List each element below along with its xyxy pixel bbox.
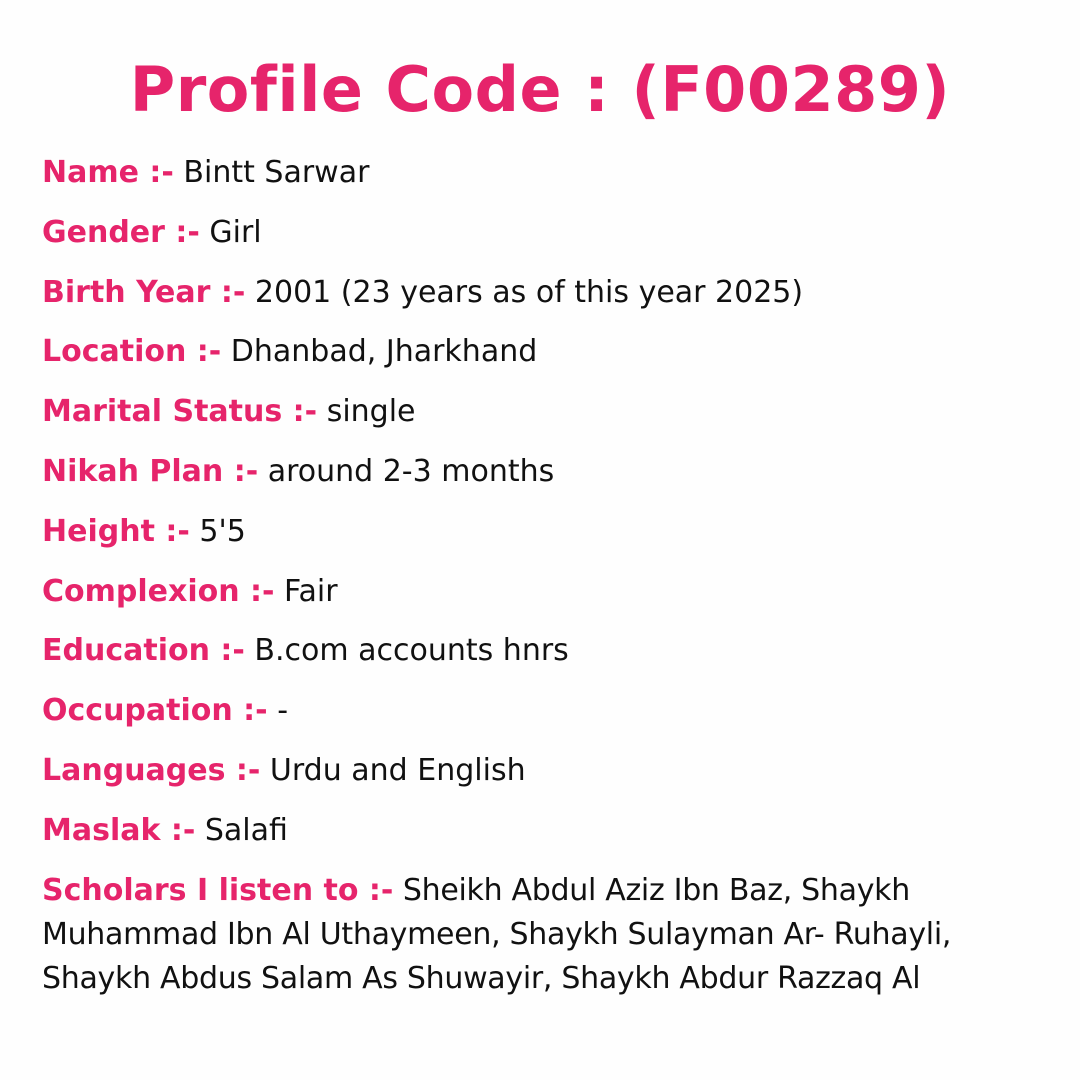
page-title: Profile Code : (F00289) (129, 53, 951, 126)
field-gender (42, 211, 1042, 255)
field-education (42, 629, 1042, 673)
field-label: Location :- (42, 334, 222, 370)
field-height (42, 510, 1042, 554)
field-value: - (277, 693, 289, 729)
field-label: Occupation :- (42, 693, 268, 729)
field-label: Height :- (42, 513, 190, 549)
field-value: around 2-3 months (267, 453, 555, 489)
field-birth-year (42, 271, 1042, 315)
field-value: Fair (284, 573, 338, 609)
field-label: Nikah Plan :- (42, 453, 259, 489)
field-complexion (42, 570, 1042, 614)
field-value: Bintt Sarwar (183, 155, 370, 190)
field-occupation (42, 689, 1042, 733)
field-value: Salafi (204, 812, 288, 848)
field-label: Marital Status :- (42, 394, 318, 430)
field-name (42, 151, 1042, 195)
field-value: Dhanbad, Jharkhand (230, 334, 538, 370)
profile-fields (42, 151, 1042, 1016)
field-label: Gender :- (42, 214, 200, 250)
field-value: 5'5 (199, 513, 246, 549)
field-marital-status (42, 390, 1042, 434)
field-label: Birth Year :- (42, 274, 246, 310)
field-value: Sheikh Abdul Aziz Ibn Baz, Shaykh Muhammad Ibn Al Uthaymeen, Shaykh Sulayman Ar- Ruhayli, Shaykh Abdus Salam As Shuwayir, Shaykh Abdur Razzaq Al (42, 872, 952, 996)
field-value: B.com accounts hnrs (254, 633, 569, 669)
field-value: single (326, 394, 416, 430)
field-value: Urdu and English (269, 752, 526, 788)
field-label: Scholars I listen to :- (42, 872, 394, 908)
field-label: Languages :- (42, 752, 261, 788)
field-location (42, 330, 1042, 374)
field-languages (42, 749, 1042, 793)
field-label: Education :- (42, 633, 245, 669)
field-label: Complexion :- (42, 573, 275, 609)
field-scholars (42, 869, 1002, 1001)
field-value: 2001 (23 years as of this year 2025) (254, 274, 804, 310)
field-value: Girl (209, 214, 262, 250)
field-nikah-plan (42, 450, 1042, 494)
field-maslak (42, 809, 1042, 853)
field-label: Maslak :- (42, 812, 196, 848)
field-label: Name :- (42, 155, 174, 190)
